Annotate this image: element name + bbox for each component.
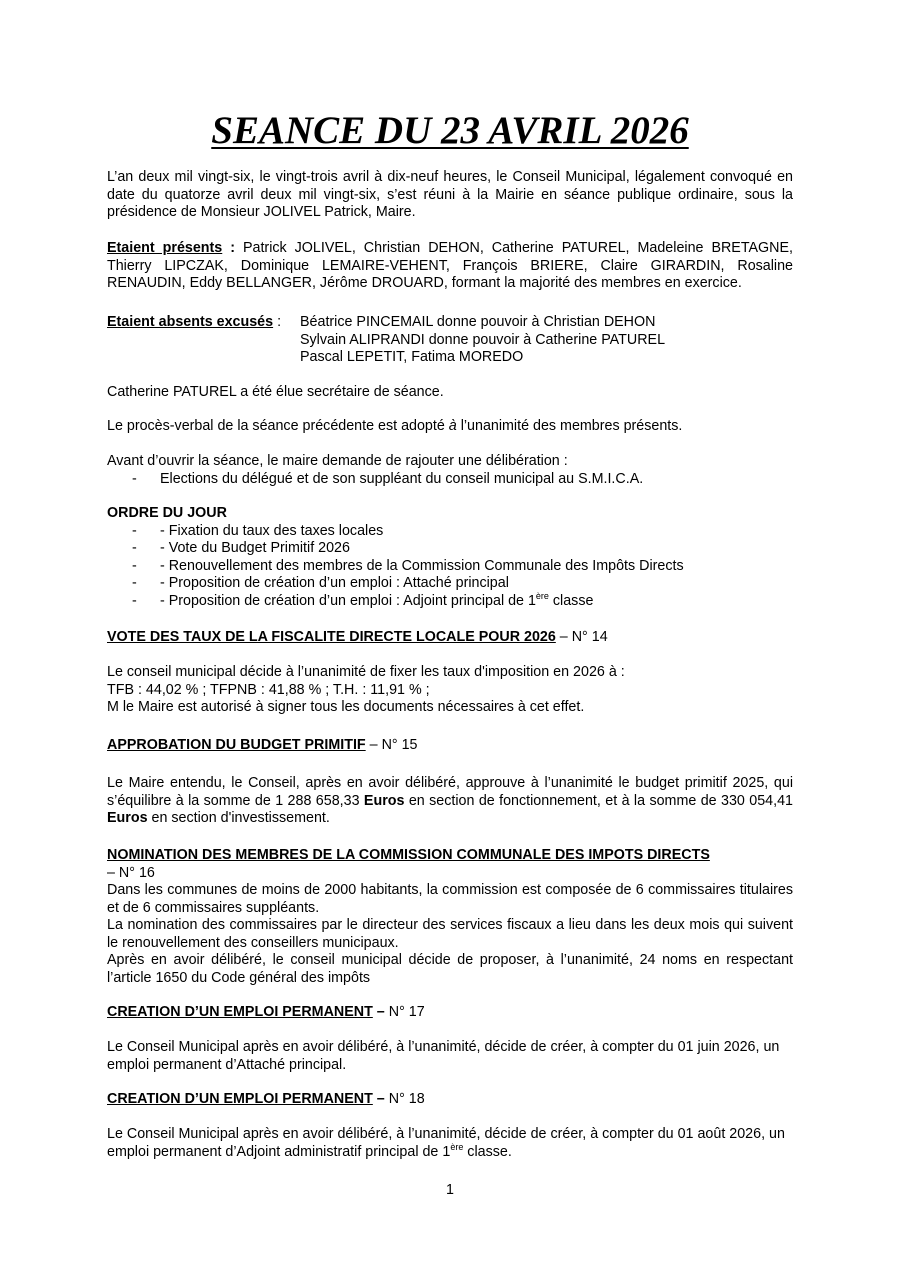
section-16-heading xyxy=(107,847,793,882)
list-item-text-end: classe xyxy=(548,592,594,609)
section-14-heading xyxy=(107,629,793,647)
list-item-text: - Renouvellement des membres de la Commission Communale des Impôts Directs xyxy=(160,557,684,574)
avant-block xyxy=(107,453,793,488)
section-line: M le Maire est autorisé à signer tous les documents nécessaires à cet effet. xyxy=(107,699,585,715)
section-text: en section d'investissement. xyxy=(147,810,330,826)
presents-separator: : xyxy=(222,240,243,256)
section-paragraph: Dans les communes de moins de 2000 habitants, la commission est composée de 6 commissaires titulaires et de 6 commissaires suppléants. xyxy=(107,882,793,916)
pv-paragraph xyxy=(107,418,793,436)
section-18-body xyxy=(107,1126,793,1161)
presents-text: Patrick JOLIVEL, Christian DEHON, Catherine PATUREL, Madeleine BRETAGNE, Thierry LIPCZAK, Dominique LEMAIRE-VEHENT, François BRIERE, Claire GIRARDIN, Rosaline RENAUDIN, Eddy BELLANGER, Jérôme DROUARD, formant la majorité des membres en exercice. xyxy=(107,240,794,291)
absents-line-1 xyxy=(107,314,793,332)
pv-text-end: l’unanimité des membres présents. xyxy=(456,418,683,434)
section-dash: – xyxy=(372,1004,385,1020)
section-number: – N° 14 xyxy=(555,629,608,645)
list-item-text: - Proposition de création d’un emploi : Attaché principal xyxy=(160,575,509,591)
section-14-body xyxy=(107,664,793,717)
section-17-heading xyxy=(107,1004,793,1022)
absents-label: Etaient absents excusés xyxy=(107,314,274,330)
avant-item-text: Elections du délégué et de son suppléant du conseil municipal au S.M.I.C.A. xyxy=(160,470,644,487)
absents-item: Béatrice PINCEMAIL donne pouvoir à Christian DEHON xyxy=(300,314,656,330)
list-item-text: - Fixation du taux des taxes locales xyxy=(160,522,384,539)
section-line: Le conseil municipal décide à l’unanimité de fixer les taux d'imposition en 2026 à : xyxy=(107,664,625,680)
bullet: - xyxy=(132,470,137,487)
list-item xyxy=(107,590,793,611)
section-15-body xyxy=(107,775,793,828)
list-item xyxy=(107,540,793,558)
section-line: TFB : 44,02 % ; TFPNB : 41,88 % ; T.H. : 11,91 % ; xyxy=(107,681,430,698)
section-paragraph: La nomination des commissaires par le directeur des services fiscaux a lieu dans les deux mois qui suivent le renouvellement des conseillers municipaux. xyxy=(107,917,793,951)
section-number: – N° 15 xyxy=(365,737,418,753)
section-title: NOMINATION DES MEMBRES DE LA COMMISSION COMMUNALE DES IMPOTS DIRECTS xyxy=(107,847,710,863)
page-number: 1 xyxy=(446,1182,454,1198)
section-18-heading xyxy=(107,1091,793,1109)
section-dash: – xyxy=(372,1091,385,1107)
bullet: - xyxy=(132,592,137,609)
list-item xyxy=(107,558,793,576)
superscript: ère xyxy=(450,1141,464,1152)
bullet: - xyxy=(132,522,137,539)
list-item-text: - Proposition de création d’un emploi : Adjoint principal de 1 xyxy=(160,592,536,609)
section-title: VOTE DES TAUX DE LA FISCALITE DIRECTE LOCALE POUR 2026 xyxy=(107,629,556,645)
pv-text-italic: à xyxy=(448,418,457,434)
bullet: - xyxy=(132,540,137,556)
superscript: ère xyxy=(535,590,549,601)
section-title: APPROBATION DU BUDGET PRIMITIF xyxy=(107,737,366,753)
avant-list-item xyxy=(107,471,793,489)
currency-label: Euros xyxy=(107,810,148,826)
section-text-end: classe. xyxy=(463,1143,512,1160)
absents-item: Sylvain ALIPRANDI donne pouvoir à Catherine PATUREL xyxy=(300,331,666,348)
section-text: en section de fonctionnement, et à la somme de 330 054,41 xyxy=(404,792,793,809)
section-text: Le Conseil Municipal après en avoir délibéré, à l’unanimité, décide de créer, à compter du 01 août 2026, un emploi permanent d’Adjoint administratif principal de 1 xyxy=(107,1126,785,1160)
ordre-heading: ORDRE DU JOUR xyxy=(107,505,227,521)
list-item-text: - Vote du Budget Primitif 2026 xyxy=(160,540,350,556)
section-15-heading xyxy=(107,737,793,755)
section-text: Le Maire entendu, le Conseil, après en avoir délibéré, approuve à l’unanimité le budget primitif 2025, qui s’équilibre à la somme de 1 288 658,33 xyxy=(107,775,793,809)
ordre-du-jour xyxy=(107,505,793,610)
section-number: N° 18 xyxy=(384,1091,425,1107)
section-title: CREATION D’UN EMPLOI PERMANENT xyxy=(107,1091,373,1107)
currency-label: Euros xyxy=(363,792,405,809)
section-17-body: Le Conseil Municipal après en avoir délibéré, à l’unanimité, décide de créer, à compter du 01 juin 2026, un emploi permanent d’Attaché principal. xyxy=(107,1039,780,1073)
section-title: CREATION D’UN EMPLOI PERMANENT xyxy=(107,1004,373,1020)
absents-item: Pascal LEPETIT, Fatima MOREDO xyxy=(300,349,524,365)
page-title: SEANCE DU 23 AVRIL 2026 xyxy=(211,109,689,152)
section-number: – N° 16 xyxy=(107,864,155,881)
bullet: - xyxy=(132,575,137,591)
intro-paragraph: L’an deux mil vingt-six, le vingt-trois avril à dix-neuf heures, le Conseil Municipal, légalement convoqué en date du quatorze avril deux mil vingt-six, s’est réuni à la Mairie en séance publique ordinaire, sous la présidence de Monsieur JOLIVEL Patrick, Maire. xyxy=(107,169,793,220)
list-item xyxy=(107,523,793,541)
presents-paragraph xyxy=(107,240,793,293)
presents-label: Etaient présents xyxy=(107,240,223,256)
bullet: - xyxy=(132,557,137,574)
absents-separator: : xyxy=(273,314,282,330)
list-item xyxy=(107,575,793,593)
avant-text: Avant d’ouvrir la séance, le maire demande de rajouter une délibération : xyxy=(107,453,568,469)
section-number: N° 17 xyxy=(384,1004,425,1020)
secretaire-paragraph: Catherine PATUREL a été élue secrétaire de séance. xyxy=(107,384,444,400)
pv-text-start: Le procès-verbal de la séance précédente est adopté xyxy=(107,418,449,434)
absents-block xyxy=(107,314,793,367)
section-paragraph: Après en avoir délibéré, le conseil municipal décide de proposer, à l’unanimité, 24 noms en respectant l’article 1650 du Code général des impôts xyxy=(107,952,793,986)
section-16-body xyxy=(107,882,793,987)
